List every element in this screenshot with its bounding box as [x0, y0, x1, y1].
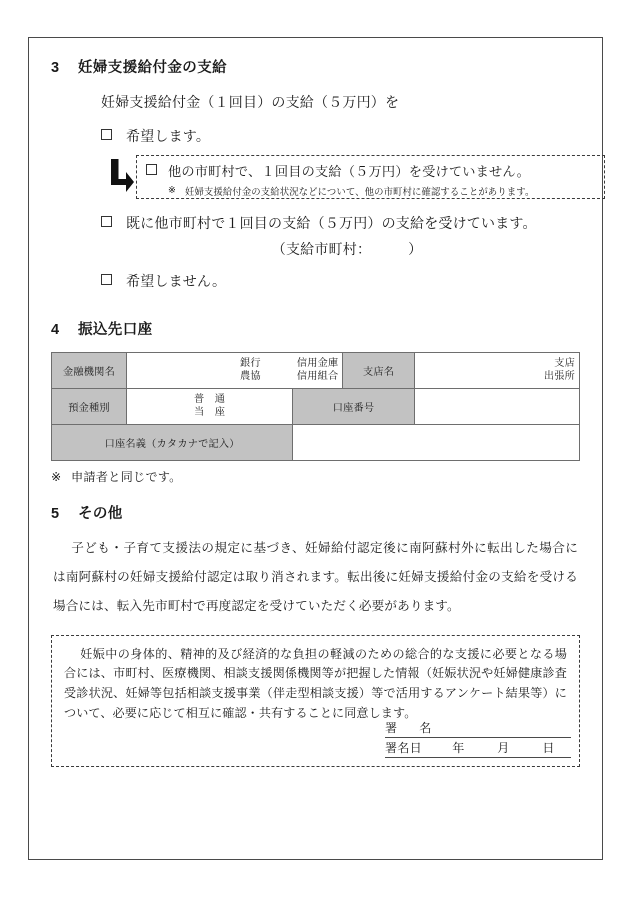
- signature-label: 署 名: [385, 720, 437, 735]
- table-row: [52, 389, 580, 425]
- page-content: [29, 38, 602, 859]
- signature-date-year[interactable]: 年: [452, 740, 465, 755]
- cell-institution-input[interactable]: [126, 353, 342, 389]
- paying-municipality-field[interactable]: [51, 239, 580, 259]
- nested-condition-group: [51, 155, 580, 201]
- institution-type-shinkumi-line2: 信用組合: [296, 370, 339, 382]
- signature-area: [385, 718, 571, 758]
- bank-table-note: [51, 468, 580, 485]
- signature-row[interactable]: [385, 718, 571, 738]
- checkbox-icon[interactable]: [101, 129, 112, 140]
- section-5-paragraph-text: 子ども・子育て支援法の規定に基づき、妊婦給付認定後に南阿蘇村外に転出した場合には南阿蘇村の妊婦支援給付認定は取り消されます。転出後に妊婦支援給付金の支給を受ける場合には、転入先市町村で再度認定を受けていただく必要があります。: [53, 541, 578, 613]
- section-3-heading: [51, 56, 580, 77]
- checkbox-label-already-received: 既に他市町村で１回目の支給（５万円）の支給を受けています。: [126, 215, 537, 231]
- bank-account-table: [51, 352, 580, 461]
- cell-branch-input[interactable]: [414, 353, 579, 389]
- cell-deposit-kind-options[interactable]: [126, 389, 292, 425]
- bank-table-note-text: 申請者と同じです。: [71, 470, 182, 484]
- section-4-number: 4: [51, 322, 60, 338]
- institution-type-bank: [131, 358, 338, 371]
- section-3-number: 3: [51, 60, 60, 76]
- branch-type-line2: 出張所: [543, 370, 575, 382]
- institution-type-bank-line1: 銀行: [240, 357, 261, 369]
- section-5-title: その他: [78, 506, 123, 522]
- checkbox-row-not-received-elsewhere[interactable]: [146, 161, 604, 180]
- institution-type-shinkin-line1: 信用金庫: [296, 357, 339, 369]
- checkbox-label-request-no: 希望しません。: [126, 273, 227, 289]
- section-4-heading: [51, 318, 580, 339]
- bent-arrow-down-right-icon: [109, 159, 135, 193]
- checkbox-icon[interactable]: [101, 216, 112, 227]
- signature-date-day[interactable]: 日: [542, 740, 555, 755]
- signature-date-inputs[interactable]: [422, 739, 571, 756]
- branch-type-line1: 支店: [554, 357, 575, 369]
- cell-account-holder-label: 口座名義（カタカナで記入）: [52, 425, 293, 461]
- cell-account-holder-input[interactable]: [293, 425, 580, 461]
- checkbox-label-not-received-elsewhere: 他の市町村で、１回目の支給（５万円）を受けていません。: [168, 164, 530, 179]
- nested-note: [168, 184, 604, 198]
- section-3-title: 妊婦支援給付金の支給: [78, 60, 227, 76]
- cell-branch-label: 支店名: [343, 353, 414, 389]
- cell-account-number-label: 口座番号: [293, 389, 414, 425]
- nested-dashed-box: [136, 155, 605, 199]
- checkbox-icon[interactable]: [146, 164, 157, 175]
- cell-institution-label: 金融機関名: [52, 353, 127, 389]
- signature-date-row[interactable]: [385, 738, 571, 758]
- checkbox-row-request-yes[interactable]: [101, 126, 580, 146]
- institution-type-bank-line2: 農協: [240, 370, 261, 382]
- consent-paragraph-text: 妊娠中の身体的、精神的及び経済的な負担の軽減のための総合的な支援に必要となる場合には、市町村、医療機関、相談支援関係機関等が把握した情報（妊娠状況や妊婦健康診査受診状況、妊婦等包括相談支援事業（伴走型相談支援）等で活用するアンケート結果等）について、必要に応じて相互に確認・共有することに同意します。: [64, 646, 567, 720]
- consent-dashed-box: [51, 635, 580, 767]
- table-row: [52, 353, 580, 389]
- note-mark-icon: ※: [51, 470, 62, 484]
- section-3-lead-text: 妊婦支援給付金（１回目）の支給（５万円）を: [101, 94, 400, 110]
- consent-paragraph: [64, 645, 567, 723]
- deposit-kind-touza[interactable]: 当 座: [194, 406, 226, 418]
- deposit-kind-futsuu[interactable]: 普 通: [194, 393, 226, 405]
- paying-municipality-input[interactable]: ）: [408, 241, 423, 257]
- checkbox-row-already-received[interactable]: [101, 213, 580, 233]
- cell-deposit-kind-label: 預金種別: [52, 389, 127, 425]
- checkbox-label-request-yes: 希望します。: [126, 128, 211, 144]
- note-mark-icon: ※: [168, 184, 176, 195]
- section-5-number: 5: [51, 506, 60, 522]
- table-row: [52, 425, 580, 461]
- section-5-paragraph: [51, 534, 580, 621]
- checkbox-icon[interactable]: [101, 274, 112, 285]
- section-4-title: 振込先口座: [78, 322, 153, 338]
- cell-account-number-input[interactable]: [414, 389, 579, 425]
- form-page: [28, 37, 603, 860]
- paying-municipality-label: （支給市町村：: [271, 241, 372, 257]
- signature-date-label: 署名日: [385, 740, 422, 755]
- checkbox-row-request-no[interactable]: [101, 271, 580, 291]
- institution-type-nokyo: [131, 371, 338, 384]
- signature-date-month[interactable]: 月: [497, 740, 510, 755]
- section-5-heading: [51, 502, 580, 523]
- nested-note-text: 妊婦支援給付金の支給状況などについて、他の市町村に確認することがあります。: [184, 186, 535, 197]
